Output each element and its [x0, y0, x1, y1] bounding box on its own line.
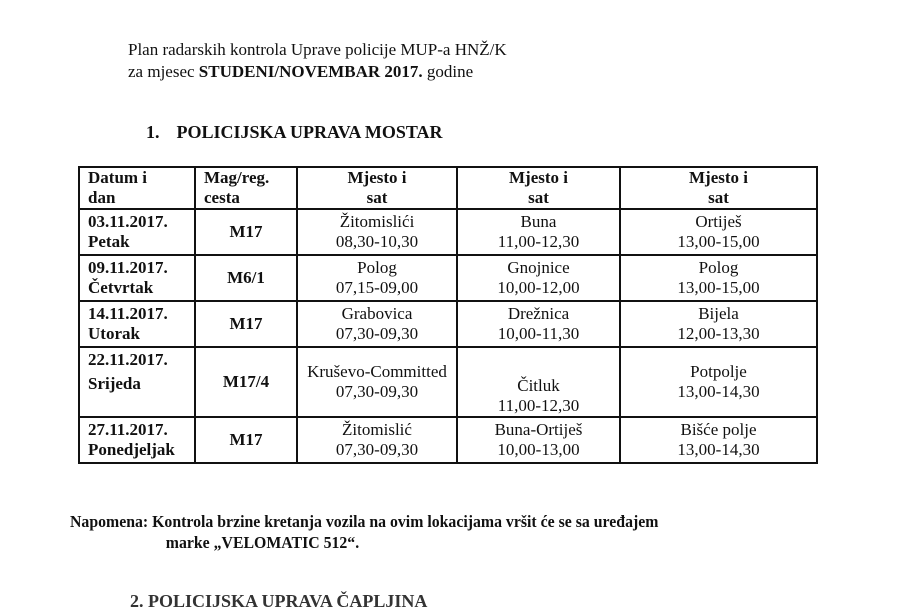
cell-place3 [620, 301, 817, 347]
section-number: 1. [146, 122, 160, 142]
day: Petak [88, 232, 130, 251]
cell-road: M17 [195, 209, 297, 255]
cell-place1 [297, 347, 457, 417]
header-road [195, 167, 297, 209]
date: 03.11.2017. [88, 212, 168, 231]
radar-schedule-table [78, 166, 818, 464]
cell-place2 [457, 417, 620, 463]
title-text: Plan radarskih kontrola Uprave policije MUP-a HNŽ/K [128, 40, 507, 59]
date: 14.11.2017. [88, 304, 168, 323]
header-place1 [297, 167, 457, 209]
title-prefix: za mjesec [128, 62, 199, 81]
place: Čitluk [517, 376, 560, 395]
header-place1-line2: sat [366, 188, 388, 207]
document-title-line1 [128, 40, 507, 60]
date: 22.11.2017. [88, 350, 168, 369]
header-date [79, 167, 195, 209]
table-row [79, 417, 817, 463]
cell-road: M6/1 [195, 255, 297, 301]
note-line2: marke „VELOMATIC 512“. [165, 533, 360, 552]
table-row [79, 209, 817, 255]
header-place3-line2: sat [708, 188, 729, 207]
section-heading [146, 122, 443, 143]
title-suffix: godine [422, 62, 474, 81]
cell-date [79, 417, 195, 463]
cell-road: M17/4 [195, 347, 297, 417]
time: 11,00-12,30 [497, 232, 580, 251]
place: Žitomislić [342, 420, 412, 439]
cell-place1 [297, 301, 457, 347]
date: 09.11.2017. [88, 258, 168, 277]
cell-place3 [620, 417, 817, 463]
cell-road: M17 [195, 417, 297, 463]
place: Bijela [698, 304, 739, 323]
header-place3-line1: Mjesto i [688, 168, 748, 187]
place: Potpolje [690, 362, 747, 381]
place: Drežnica [507, 304, 570, 323]
note [70, 511, 658, 553]
next-section-heading-partial [130, 591, 428, 611]
cell-place3 [620, 255, 817, 301]
place: Buna [520, 212, 557, 231]
time: 07,30-09,30 [335, 382, 419, 401]
cell-road: M17 [195, 301, 297, 347]
place: Bišće polje [680, 420, 757, 439]
cell-date [79, 209, 195, 255]
cell-place1 [297, 417, 457, 463]
time: 13,00-15,00 [677, 232, 760, 251]
table-row [79, 255, 817, 301]
header-road-line1: Mag/reg. [204, 168, 270, 187]
date: 27.11.2017. [88, 420, 168, 439]
header-road-line2: cesta [204, 188, 240, 207]
header-date-line1: Datum i [88, 168, 148, 187]
header-place3 [620, 167, 817, 209]
header-place2 [457, 167, 620, 209]
cell-date [79, 347, 195, 417]
cell-place3 [620, 209, 817, 255]
next-section-title: 2. POLICIJSKA UPRAVA ČAPLJINA [130, 591, 428, 611]
time: 07,15-09,00 [335, 278, 419, 297]
time: 07,30-09,30 [335, 440, 419, 459]
note-line1: Napomena: Kontrola brzine kretanja vozila na ovim lokacijama vršit će se sa uređajem [70, 512, 659, 531]
time: 08,30-10,30 [335, 232, 419, 251]
place: Polog [357, 258, 397, 277]
time: 10,00-13,00 [497, 440, 580, 459]
time: 12,00-13,30 [677, 324, 760, 343]
document-title-line2 [128, 62, 473, 82]
time: 13,00-14,30 [677, 382, 760, 401]
day: Utorak [88, 324, 140, 343]
time: 10,00-11,30 [497, 324, 580, 343]
header-place2-line2: sat [528, 188, 549, 207]
cell-place3 [620, 347, 817, 417]
title-month: STUDENI/NOVEMBAR 2017. [198, 62, 423, 81]
time: 13,00-15,00 [677, 278, 760, 297]
cell-place2 [457, 209, 620, 255]
time: 13,00-14,30 [677, 440, 760, 459]
place: Kruševo-Committed [307, 362, 447, 381]
table-header-row [79, 167, 817, 209]
day: Srijeda [88, 374, 141, 393]
cell-place2 [457, 255, 620, 301]
cell-place1 [297, 209, 457, 255]
cell-place1 [297, 255, 457, 301]
time: 10,00-12,00 [497, 278, 580, 297]
header-place1-line1: Mjesto i [347, 168, 407, 187]
place: Žitomislići [339, 212, 415, 231]
cell-place2 [457, 347, 620, 417]
header-place2-line1: Mjesto i [508, 168, 568, 187]
day: Ponedjeljak [88, 440, 175, 459]
cell-date [79, 255, 195, 301]
place: Grabovica [341, 304, 413, 323]
section-title: POLICIJSKA UPRAVA MOSTAR [176, 122, 443, 142]
table-row [79, 301, 817, 347]
time: 11,00-12,30 [497, 396, 580, 415]
cell-date [79, 301, 195, 347]
day: Četvrtak [88, 278, 154, 297]
place: Polog [698, 258, 739, 277]
header-date-line2: dan [88, 188, 116, 207]
place: Buna-Ortiješ [494, 420, 583, 439]
cell-place2 [457, 301, 620, 347]
place: Ortiješ [695, 212, 742, 231]
place: Gnojnice [507, 258, 570, 277]
time: 07,30-09,30 [335, 324, 419, 343]
table-row [79, 347, 817, 417]
